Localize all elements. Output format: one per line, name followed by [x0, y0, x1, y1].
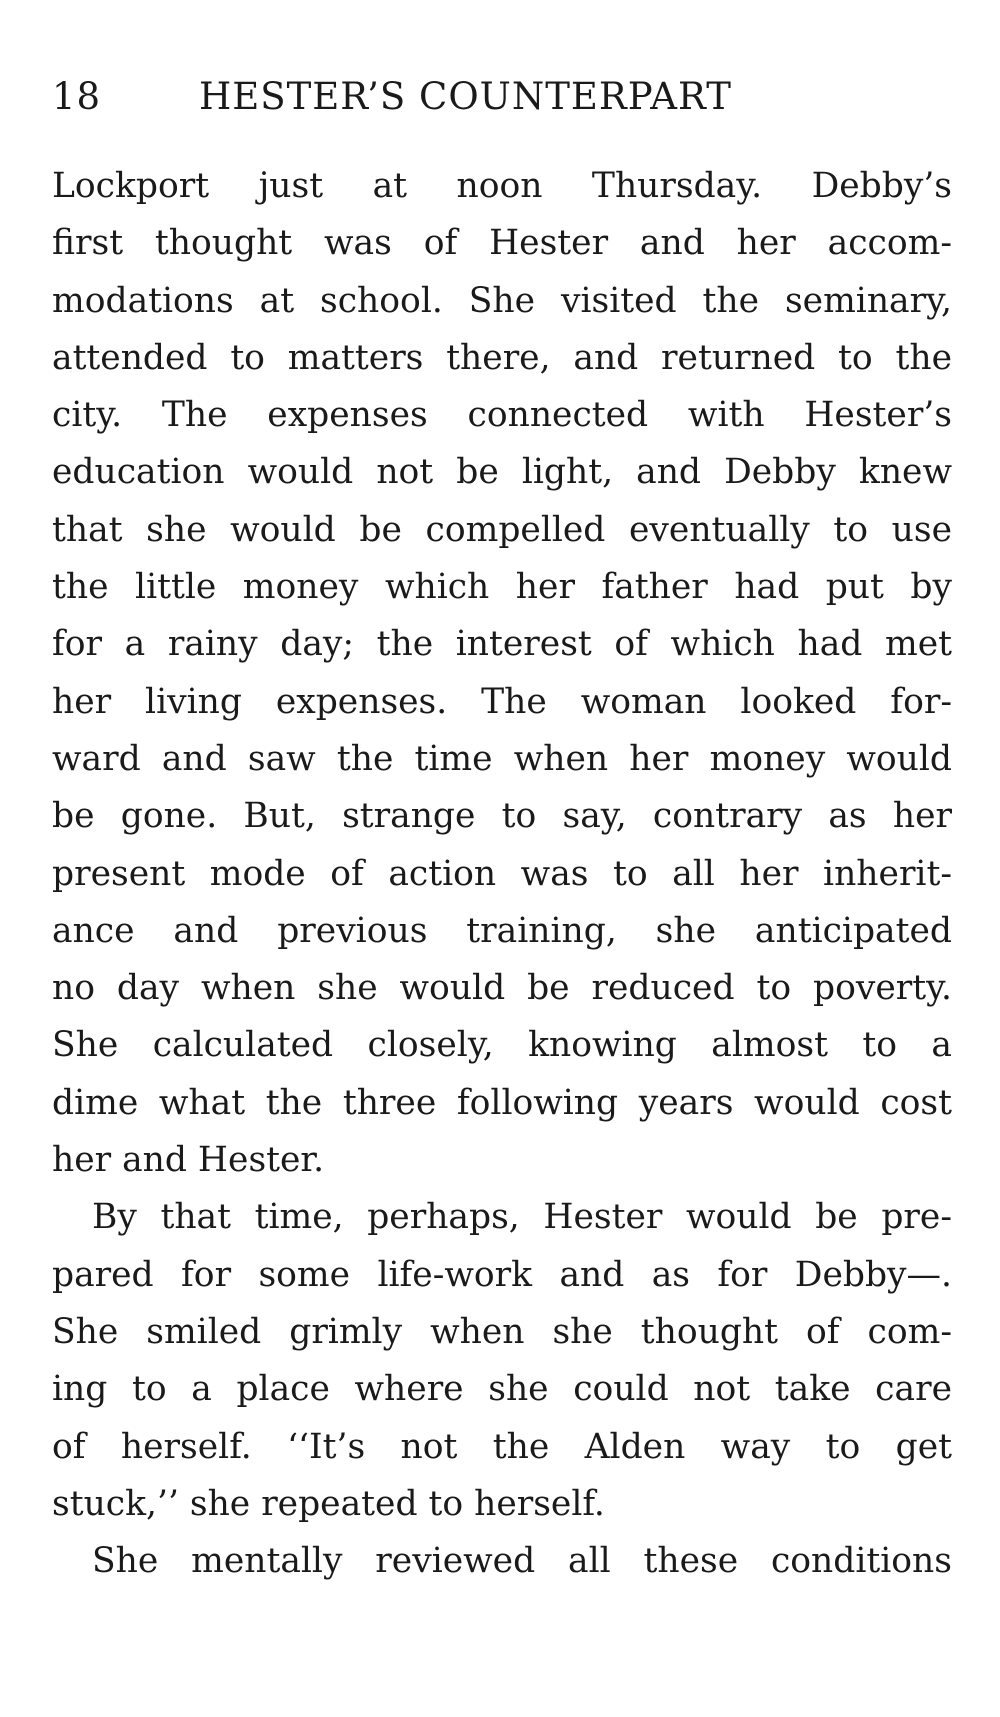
text-line: her living expenses. The woman looked for-: [52, 681, 952, 722]
text-line: stuck,’’ she repeated to herself.: [52, 1483, 605, 1524]
body-text: [52, 158, 952, 1590]
text-line: of herself. ‘‘It’s not the Alden way to get: [52, 1426, 952, 1467]
text-line: Lockport just at noon Thursday. Debby’s: [52, 166, 952, 206]
text-line: city. The expenses connected with Hester’s: [52, 395, 952, 436]
text-line: She smiled grimly when she thought of com-: [52, 1311, 952, 1352]
text-line: present mode of action was to all her inherit-: [52, 853, 952, 894]
text-line: that she would be compelled eventually to use: [52, 509, 952, 550]
text-line: for a rainy day; the interest of which had met: [52, 624, 952, 665]
text-line: be gone. But, strange to say, contrary as her: [52, 796, 952, 837]
text-line: education would not be light, and Debby knew: [52, 452, 952, 493]
text-line: pared for some life-work and as for Debby—.: [52, 1254, 952, 1295]
text-line: modations at school. She visited the seminary,: [52, 280, 952, 321]
text-line: ing to a place where she could not take care: [52, 1369, 952, 1410]
page-header: [52, 72, 952, 122]
text-line: ward and saw the time when her money would: [52, 738, 952, 779]
text-line: first thought was of Hester and her accom-: [52, 223, 952, 264]
text-line: her and Hester.: [52, 1140, 325, 1181]
text-line: no day when she would be reduced to poverty.: [52, 968, 952, 1009]
text-line: ance and previous training, she anticipated: [52, 910, 952, 951]
page-number: 18: [52, 75, 102, 118]
text-line: the little money which her father had put by: [52, 567, 952, 608]
text-line: She calculated closely, knowing almost to a: [52, 1025, 952, 1066]
running-title: HESTER’S COUNTERPART: [199, 75, 732, 118]
text-line: She mentally reviewed all these conditions: [92, 1541, 952, 1582]
text-line: By that time, perhaps, Hester would be pre-: [92, 1197, 952, 1238]
text-line: attended to matters there, and returned to the: [52, 337, 952, 378]
text-line: dime what the three following years would cost: [52, 1082, 952, 1123]
